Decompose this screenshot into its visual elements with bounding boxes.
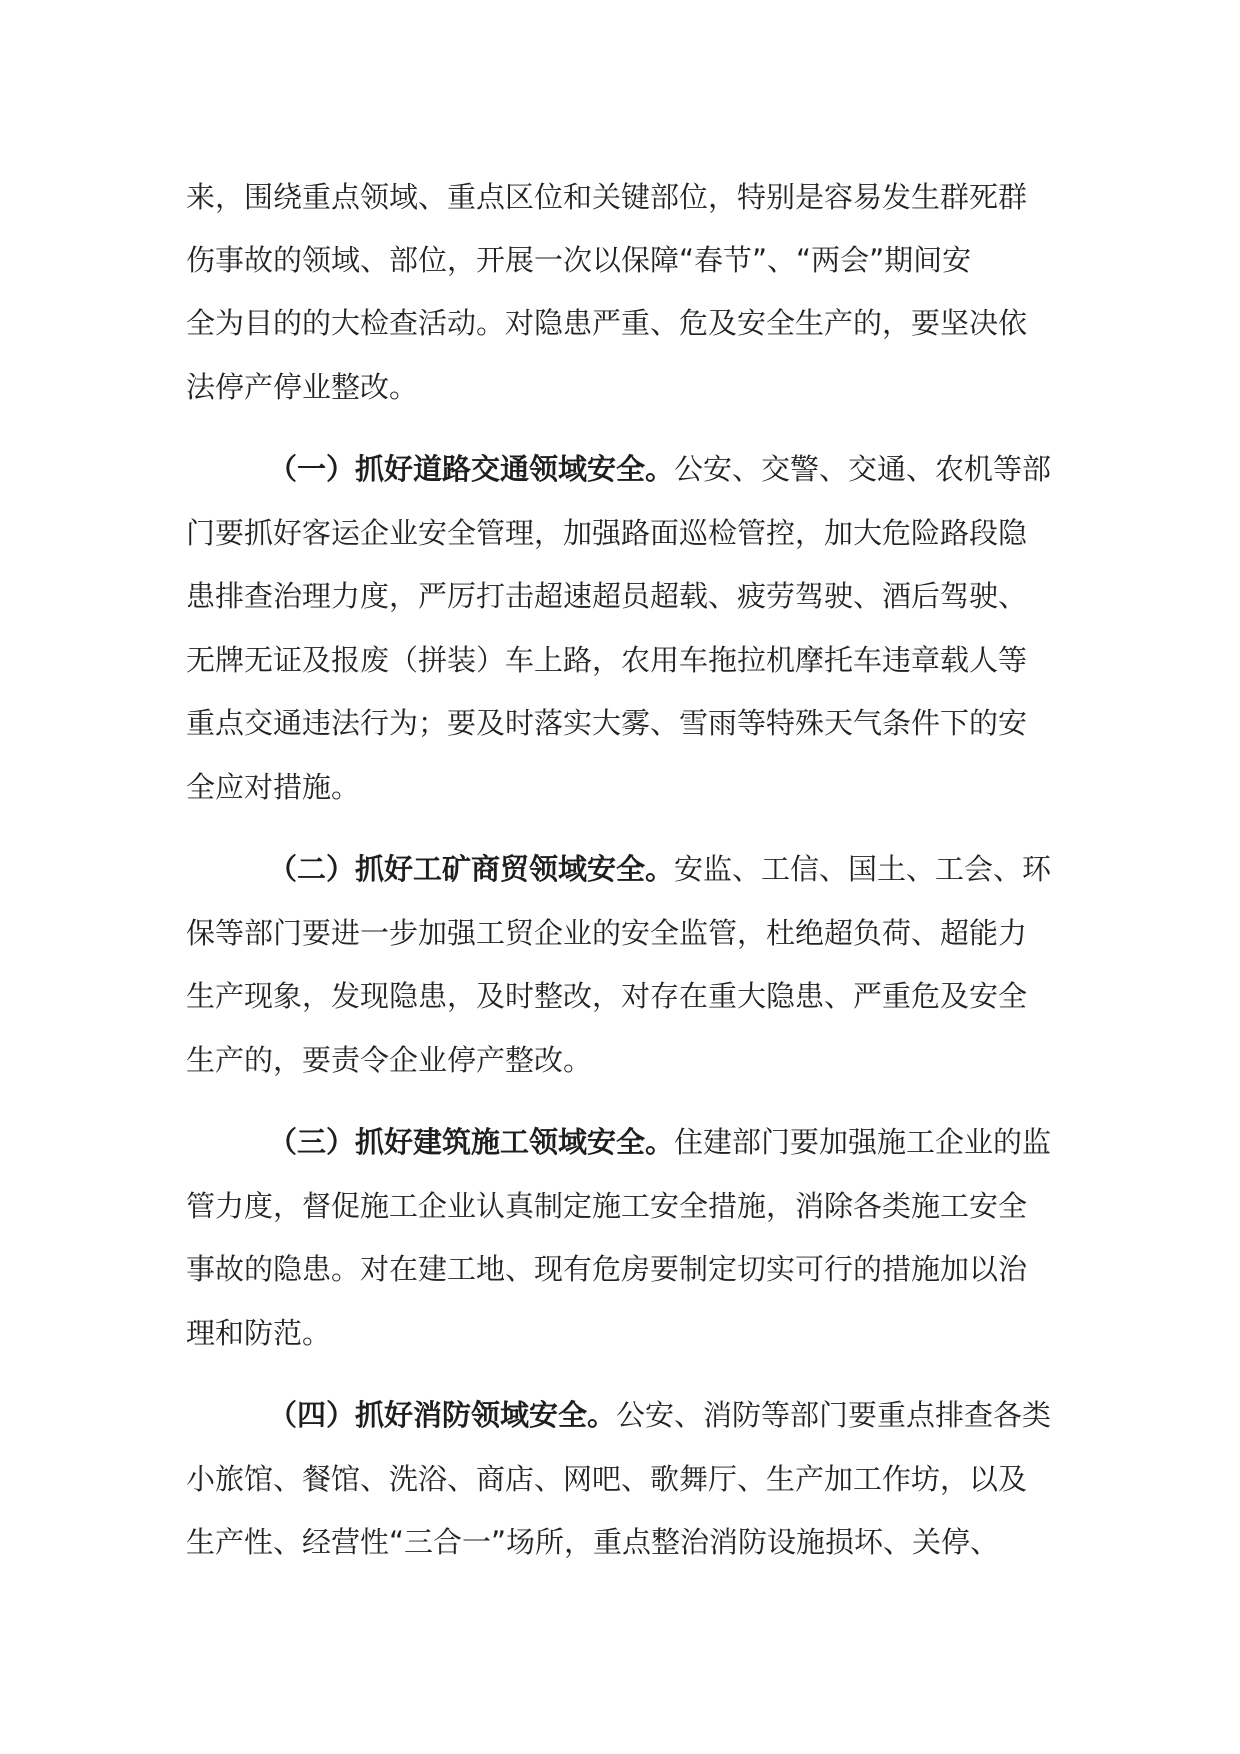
intro-line-3: 全为目的的大检查活动。对隐患严重、危及安全生产的，要坚决依 (186, 306, 1028, 340)
section-4-first-line-text: 公安、消防等部门要重点排查各类 (616, 1398, 1052, 1432)
section-2-line: 保等部门要进一步加强工贸企业的安全监管，杜绝超负荷、超能力 (186, 916, 1028, 950)
intro-line-1: 来，围绕重点领域、重点区位和关键部位，特别是容易发生群死群 (186, 180, 1028, 214)
section-4-line: 生产性、经营性“三合一”场所，重点整治消防设施损坏、关停、 (186, 1525, 1000, 1559)
section-2-line: 生产现象，发现隐患，及时整改，对存在重大隐患、严重危及安全 (186, 979, 1028, 1013)
section-1-line: 无牌无证及报废（拼装）车上路，农用车拖拉机摩托车违章载人等 (186, 643, 1028, 677)
intro-line-2: 伤事故的领域、部位，开展一次以保障“春节”、“两会”期间安 (186, 243, 972, 277)
intro-line-4: 法停产停业整改。 (186, 370, 419, 404)
section-1-heading: （一）抓好道路交通领域安全。 (268, 452, 675, 486)
section-1-line: 患排查治理力度，严厉打击超速超员超载、疲劳驾驶、酒后驾驶、 (186, 579, 1028, 613)
section-2-first-line-text: 安监、工信、国土、工会、环 (674, 852, 1052, 886)
section-3-heading: （三）抓好建筑施工领域安全。 (268, 1125, 675, 1159)
section-2-first-line (268, 846, 1051, 892)
section-1-line: 门要抓好客运企业安全管理，加强路面巡检管控，加大危险路段隐 (186, 516, 1028, 550)
section-2-heading: （二）抓好工矿商贸领域安全。 (268, 852, 675, 886)
section-1-first-line-text: 公安、交警、交通、农机等部 (674, 452, 1052, 486)
section-2-line: 生产的，要责令企业停产整改。 (186, 1043, 593, 1077)
section-3-first-line-text: 住建部门要加强施工企业的监 (674, 1125, 1052, 1159)
section-1-first-line (268, 446, 1051, 492)
section-4-line: 小旅馆、餐馆、洗浴、商店、网吧、歌舞厅、生产加工作坊，以及 (186, 1462, 1028, 1496)
section-4-first-line (268, 1392, 1051, 1438)
section-3-first-line (268, 1119, 1051, 1165)
section-4-heading: （四）抓好消防领域安全。 (268, 1398, 617, 1432)
section-1-line: 重点交通违法行为；要及时落实大雾、雪雨等特殊天气条件下的安 (186, 706, 1028, 740)
section-3-line: 事故的隐患。对在建工地、现有危房要制定切实可行的措施加以治 (186, 1252, 1028, 1286)
section-3-line: 管力度，督促施工企业认真制定施工安全措施，消除各类施工安全 (186, 1189, 1028, 1223)
section-3-line: 理和防范。 (186, 1316, 332, 1350)
section-1-line: 全应对措施。 (186, 770, 361, 804)
